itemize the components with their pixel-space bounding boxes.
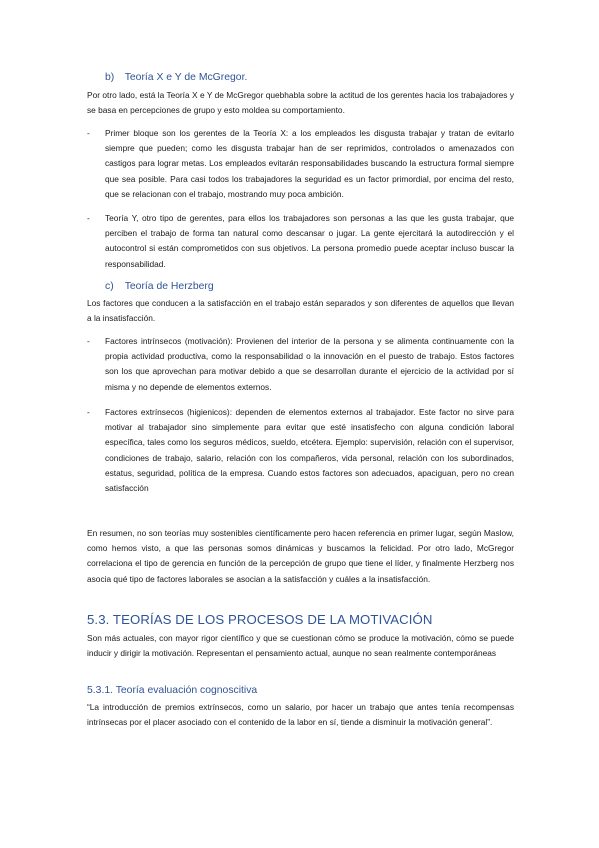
processes-intro-paragraph: Son más actuales, con mayor rigor científico y que se cuestionan cómo se produce la motivación, cómo se puede inducir y dirigir la motivación. Representan el pensamiento actual, aunque no sean realmente contemporáneas (87, 633, 514, 659)
mcgregor-theory-y-text: Teoría Y, otro tipo de gerentes, para ellos los trabajadores son personas a las que les gusta trabajar, que perciben el trabajo de forma tan natural como descansar o jugar. La gente ejercitará la autodirección y el autocontrol si están comprometidos con sus objetivos. La persona promedio puede aceptar incluso buscar la responsabilidad. (105, 213, 514, 269)
mcgregor-heading-marker: b) (105, 72, 115, 83)
herzberg-extrinsic-text: Factores extrínsecos (higienicos): dependen de elementos externos al trabajador. Este factor no sirve para motivar al trabajador sino simplemente para evitar que esté insatisfecho con alguna condición laboral específica, tales como los seguros médicos, sueldo, etcétera. Ejemplo: supervisión, relación con el supervisor, condiciones de trabajo, salario, relación con los compañeros, vida personal, relación con los subordinados, estatus, seguridad, política de la empresa. Cuando estos factores son adecuados, apaciguan, pero no crean satisfacción (105, 407, 514, 494)
mcgregor-theory-x-text: Primer bloque son los gerentes de la Teoría X: a los empleados les disgusta trabajar y tratan de evitarlo siempre que pueden; como les disgusta trabajar han de ser reprimidos, controlados o amenazados con castigos para lograr metas. Los empleados evitarán responsabilidades buscando la estructura formal siempre que sea posible. Para casi todos los trabajadores la seguridad es un factor primordial, por encima del resto, que se relacionan con el trabajo, mostrando muy poca ambición. (105, 128, 514, 199)
list-bullet: - (87, 128, 90, 138)
herzberg-heading-title: Teoría de Herzberg (124, 281, 214, 292)
mcgregor-heading (105, 72, 247, 83)
processes-heading: 5.3. TEORÍAS DE LOS PROCESOS DE LA MOTIVACIÓN (87, 612, 433, 627)
list-bullet: - (87, 213, 90, 223)
summary-paragraph: En resumen, no son teorías muy sostenibles científicamente pero hacen referencia en primer lugar, según Maslow, como hemos visto, a que las personas somos dinámicas y buscamos la felicidad. Por otro lado, McGregor correlaciona el tipo de gerencia en función de la percepción de grupo que tiene el líder, y finalmente Herzberg nos asocia qué tipo de factores laborales se asocian a la satisfacción y cuáles a la insatisfacción. (87, 528, 514, 584)
list-bullet: - (87, 407, 90, 417)
list-bullet: - (87, 336, 90, 346)
herzberg-heading (105, 281, 214, 292)
herzberg-intro-paragraph: Los factores que conducen a la satisfacción en el trabajo están separados y son diferentes de aquellos que llevan a la insatisfacción. (87, 298, 514, 324)
cognitive-quote-paragraph: “La introducción de premios extrínsecos, como un salario, por hacer un trabajo que antes tenía recompensas intrínsecas por el placer asociado con el contenido de la labor en sí, tiende a disminuir la motivación general”. (87, 702, 514, 728)
herzberg-heading-marker: c) (105, 281, 114, 292)
herzberg-intrinsic-text: Factores intrínsecos (motivación): Provienen del interior de la persona y se alimenta continuamente con la propia actividad productiva, como la responsabilidad o la innovación en el puesto de trabajo. Estos factores son los que aprovechan para motivar debido a que se desarrollan durante el ejercicio de la actividad por sí misma y no depende de elementos externos. (105, 336, 514, 392)
mcgregor-heading-title: Teoría X e Y de McGregor. (124, 72, 248, 83)
cognitive-heading: 5.3.1. Teoría evaluación cognoscitiva (87, 685, 258, 696)
mcgregor-intro-paragraph: Por otro lado, está la Teoría X e Y de McGregor quebhabla sobre la actitud de los gerentes hacia los trabajadores y se basa en percepciones de grupo y esto moldea su comportamiento. (87, 90, 514, 116)
